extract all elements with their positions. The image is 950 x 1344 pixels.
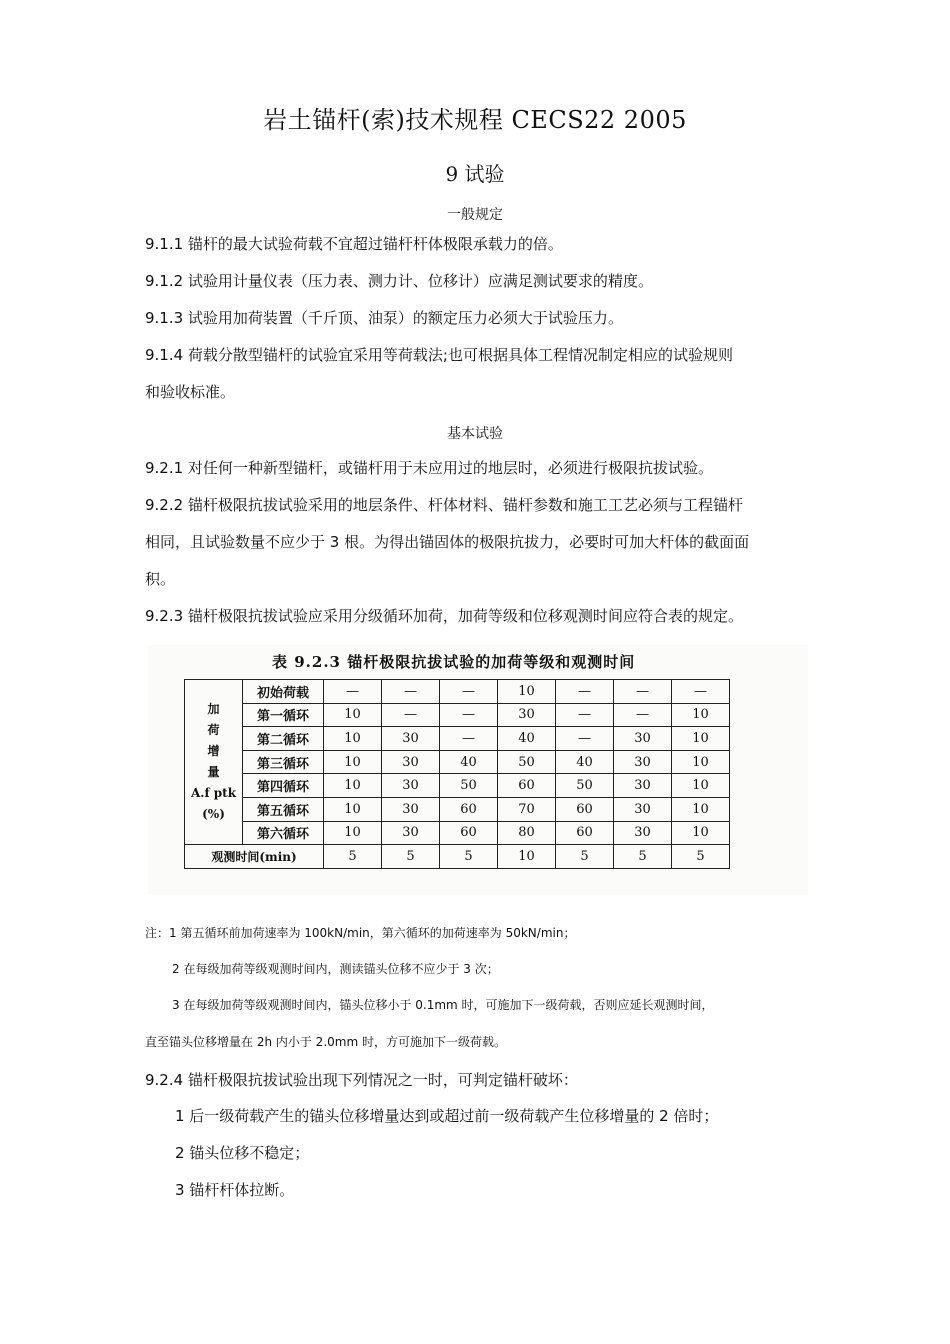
row-label: 第一循环	[243, 703, 324, 727]
table-cell: 30	[382, 727, 440, 751]
note-3-cont: 直至锚头位移增量在 2h 内小于 2.0mm 时，方可施加下一级荷载。	[145, 1035, 506, 1049]
table-cell: —	[440, 680, 498, 704]
table-cell: 60	[440, 797, 498, 821]
table-cell: 5	[614, 845, 672, 869]
clause-9-1-1: 9.1.1 锚杆的最大试验荷载不宜超过锚杆杆体极限承载力的倍。	[145, 235, 563, 253]
table-cell: —	[324, 680, 382, 704]
table-cell: 80	[498, 821, 556, 845]
table-cell: 30	[614, 774, 672, 798]
table-cell: 40	[498, 727, 556, 751]
table-cell: —	[382, 703, 440, 727]
table-cell: —	[556, 703, 614, 727]
clause-9-2-1: 9.2.1 对任何一种新型锚杆，或锚杆用于未应用过的地层时，必须进行极限抗拔试验。	[145, 459, 713, 477]
row-group-label-line: 量	[207, 765, 220, 780]
table-cell: —	[382, 680, 440, 704]
clause-9-1-3: 9.1.3 试验用加荷装置（千斤顶、油泵）的额定压力必须大于试验压力。	[145, 309, 623, 327]
note-3: 3 在每级加荷等级观测时间内，锚头位移小于 0.1mm 时，可施加下一级荷载，否则应延长观测时间，	[172, 998, 714, 1012]
table-cell: 60	[556, 821, 614, 845]
table-cell: 10	[324, 774, 382, 798]
note-2: 2 在每级加荷等级观测时间内，测读锚头位移不应少于 3 次；	[172, 962, 499, 976]
row-group-label	[185, 680, 243, 845]
table-cell: 30	[614, 727, 672, 751]
clause-9-1-4: 9.1.4 荷载分散型锚杆的试验宜采用等荷载法;也可根据具体工程情况制定相应的试验规则	[145, 346, 733, 364]
row-label: 第四循环	[243, 774, 324, 798]
table-cell: 5	[556, 845, 614, 869]
loading-table	[184, 679, 730, 869]
row-group-label-line: 荷	[207, 723, 220, 738]
table-cell: 10	[498, 845, 556, 869]
row-label: 初始荷载	[243, 680, 324, 704]
table-cell: 10	[672, 821, 730, 845]
table-cell: 50	[440, 774, 498, 798]
table-cell: 30	[382, 797, 440, 821]
table-cell: —	[440, 703, 498, 727]
clause-9-1-4-cont: 和验收标准。	[145, 383, 236, 401]
clause-9-2-4: 9.2.4 锚杆极限抗拔试验出现下列情况之一时，可判定锚杆破坏：	[145, 1071, 578, 1089]
chapter-heading: 9 试验	[445, 162, 505, 186]
table-cell: 60	[556, 797, 614, 821]
table-cell: 40	[440, 750, 498, 774]
table-cell: 10	[324, 703, 382, 727]
table-cell: 10	[324, 821, 382, 845]
table-cell: 10	[672, 750, 730, 774]
table-cell: —	[556, 727, 614, 751]
table-cell: 60	[498, 774, 556, 798]
table-cell: 10	[324, 750, 382, 774]
section-heading-basic-test: 基本试验	[447, 426, 503, 442]
table-cell: 30	[382, 821, 440, 845]
table-row	[185, 821, 730, 845]
row-group-label-line: A.f ptk	[190, 786, 237, 801]
table-cell: 5	[324, 845, 382, 869]
table-cell: 10	[324, 727, 382, 751]
table-cell: —	[672, 680, 730, 704]
table-cell: —	[614, 703, 672, 727]
table-cell: 5	[382, 845, 440, 869]
row-group-label-line: 增	[207, 744, 220, 759]
table-cell: 10	[324, 797, 382, 821]
table-footer-row	[185, 845, 730, 869]
clause-9-2-4-item-1: 1 后一级荷载产生的锚头位移增量达到或超过前一级荷载产生位移增量的 2 倍时；	[175, 1107, 719, 1125]
table-cell: 50	[556, 774, 614, 798]
table-caption: 表 9.2.3 锚杆极限抗拔试验的加荷等级和观测时间	[272, 653, 636, 671]
table-row	[185, 703, 730, 727]
table-cell: —	[440, 727, 498, 751]
table-cell: 60	[440, 821, 498, 845]
table-cell: 30	[614, 821, 672, 845]
table-cell: 40	[556, 750, 614, 774]
table-cell: 30	[382, 774, 440, 798]
row-group-label-line: 加	[207, 702, 220, 717]
clause-9-1-2: 9.1.2 试验用计量仪表（压力表、测力计、位移计）应满足测试要求的精度。	[145, 272, 653, 290]
document-title: 岩土锚杆(索)技术规程 CECS22 2005	[263, 106, 687, 134]
table-row	[185, 727, 730, 751]
table-row	[185, 680, 730, 704]
table-cell: 10	[672, 703, 730, 727]
table-cell: 30	[614, 797, 672, 821]
table-row	[185, 750, 730, 774]
table-cell: 5	[672, 845, 730, 869]
clause-9-2-4-item-3: 3 锚杆杆体拉断。	[175, 1181, 295, 1199]
table-cell: 30	[498, 703, 556, 727]
row-label: 第六循环	[243, 821, 324, 845]
table-cell: 70	[498, 797, 556, 821]
footer-label: 观测时间(min)	[185, 845, 324, 869]
table-cell: 10	[672, 797, 730, 821]
clause-9-2-2: 9.2.2 锚杆极限抗拔试验采用的地层条件、杆体材料、锚杆参数和施工工艺必须与工程锚杆	[145, 496, 743, 514]
table-cell: 30	[382, 750, 440, 774]
clause-9-2-4-item-2: 2 锚头位移不稳定；	[175, 1144, 310, 1162]
clause-9-2-3: 9.2.3 锚杆极限抗拔试验应采用分级循环加荷，加荷等级和位移观测时间应符合表的规定。	[145, 607, 743, 625]
table-cell: 50	[498, 750, 556, 774]
table-cell: 5	[440, 845, 498, 869]
table-cell: 10	[672, 774, 730, 798]
table-cell: 30	[614, 750, 672, 774]
table-cell: 10	[672, 727, 730, 751]
table-row	[185, 797, 730, 821]
table-cell: —	[614, 680, 672, 704]
clause-9-2-2-cont2: 积。	[145, 570, 176, 588]
row-label: 第五循环	[243, 797, 324, 821]
row-label: 第二循环	[243, 727, 324, 751]
table-cell: 10	[498, 680, 556, 704]
section-heading-general: 一般规定	[447, 207, 503, 223]
table-row	[185, 774, 730, 798]
clause-9-2-2-cont: 相同，且试验数量不应少于 3 根。为得出锚固体的极限抗拔力，必要时可加大杆体的截面面	[145, 533, 750, 551]
note-1: 注：1 第五循环前加荷速率为 100kN/min，第六循环的加荷速率为 50kN/min；	[145, 926, 576, 940]
row-label: 第三循环	[243, 750, 324, 774]
row-group-label-line: (%)	[202, 807, 225, 822]
table-cell: —	[556, 680, 614, 704]
